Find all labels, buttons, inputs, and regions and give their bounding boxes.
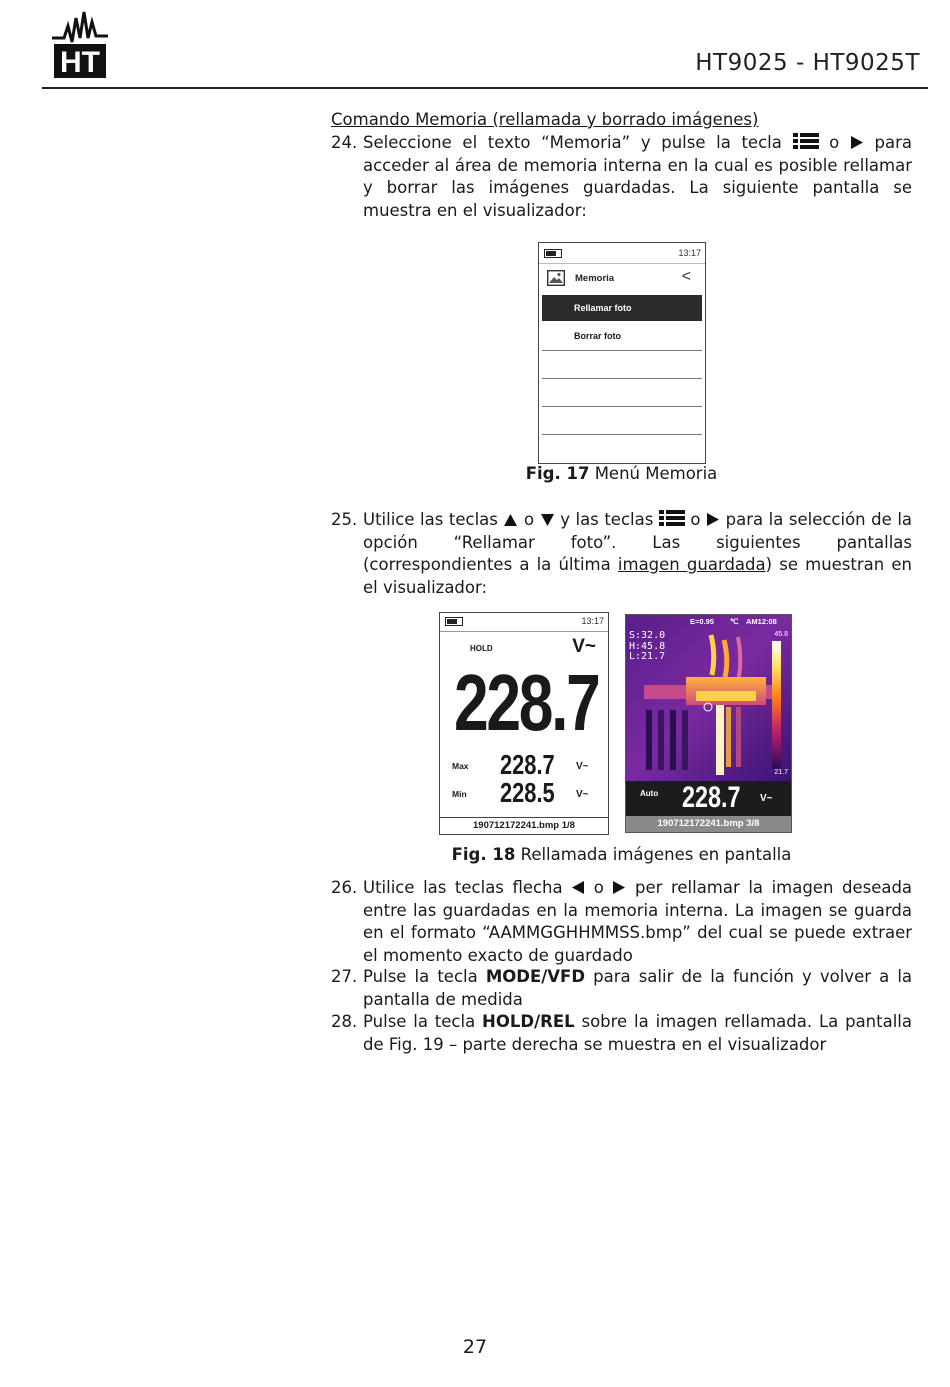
divider	[542, 406, 702, 407]
step-text: Utilice las teclas flecha	[363, 878, 563, 897]
file-name-bar: 190712172241.bmp 1/8	[440, 817, 608, 834]
max-label: Max	[452, 761, 469, 771]
image-icon	[547, 270, 565, 286]
menu-item-delete-photo[interactable]: Borrar foto	[574, 331, 621, 341]
page-number: 27	[462, 1336, 488, 1358]
step-text: Pulse la tecla	[363, 1012, 476, 1031]
step-text: para la selección de la opción “Rellamar foto”. Las siguientes pantallas (correspondientes a la última	[363, 510, 913, 574]
max-unit: V~	[576, 761, 589, 772]
step-text: per rellamar la imagen deseada entre las guardadas en la memoria interna. La imagen se guarda en el formato “AAMMGGHHMMSS.bmp” del cual se puede extraer el momento exacto de guardado	[363, 878, 913, 965]
status-bar	[440, 613, 608, 632]
section-title: Comando Memoria (rellamada y borrado imágenes)	[331, 110, 759, 129]
step-number: 26.	[331, 878, 358, 897]
figure-17-caption: Fig. 17 Menú Memoria	[525, 464, 718, 483]
recalled-thermal-screen	[625, 614, 792, 833]
step-number: 28.	[331, 1012, 358, 1031]
temperature-unit: ℃	[730, 617, 739, 626]
right-arrow-key-icon	[850, 135, 864, 150]
step-text: ) se muestran en el visualizador:	[363, 555, 912, 597]
main-reading: 228.7	[454, 658, 599, 747]
menu-title: Memoria	[575, 273, 615, 284]
hold-indicator: HOLD	[470, 644, 493, 653]
menu-key-icon	[659, 509, 685, 527]
unit-label: V~	[760, 793, 773, 804]
measurement-bar	[626, 781, 791, 816]
recalled-meter-screen	[439, 612, 609, 835]
step-text: Seleccione el texto “Memoria” y pulse la tecla	[363, 133, 782, 152]
step-24	[331, 132, 912, 222]
step-number: 27.	[331, 967, 358, 986]
divider	[542, 434, 702, 435]
step-text: o	[593, 878, 604, 897]
document-title: HT9025 - HT9025T	[695, 50, 920, 76]
key-name: MODE/VFD	[485, 967, 586, 986]
scale-min: 21.7	[774, 769, 788, 776]
step-text: Utilice las teclas	[363, 510, 498, 529]
divider	[542, 350, 702, 351]
ht-logo	[50, 8, 110, 80]
main-reading: 228.7	[682, 781, 741, 814]
status-bar	[539, 243, 705, 264]
battery-icon	[544, 249, 562, 258]
step-27	[331, 966, 912, 1011]
left-arrow-key-icon	[571, 880, 585, 895]
menu-header	[539, 263, 705, 295]
right-arrow-key-icon	[612, 880, 626, 895]
min-value: 228.5	[500, 777, 555, 808]
step-text: para salir de la función y volver a la pantalla de medida	[363, 967, 913, 1009]
step-text-link: imagen guardada	[617, 555, 766, 574]
step-text: sobre la imagen rellamada. La pantalla de Fig. 19 – parte derecha se muestra en el visualizador	[363, 1012, 912, 1054]
back-arrow-icon[interactable]: <	[681, 268, 691, 285]
step-text: para acceder al área de memoria interna en la cual es posible rellamar y borrar las imágenes guardadas. La siguiente pantalla se muestra en el visualizador:	[363, 133, 913, 220]
max-value: 228.7	[500, 749, 555, 780]
logo-text: HT	[60, 46, 100, 79]
clock: 13:17	[581, 616, 604, 626]
step-25	[331, 509, 912, 599]
step-text: o	[690, 510, 701, 529]
min-label: Min	[452, 789, 467, 799]
emissivity-label: E=0.95	[690, 617, 714, 626]
auto-indicator: Auto	[640, 789, 659, 798]
battery-icon	[445, 617, 463, 626]
header-divider	[42, 87, 928, 89]
key-name: HOLD/REL	[482, 1012, 575, 1031]
figure-18-caption: Fig. 18 Rellamada imágenes en pantalla	[451, 845, 792, 864]
memory-menu-screen	[538, 242, 706, 464]
step-text: y las teclas	[560, 510, 654, 529]
up-arrow-key-icon	[503, 513, 518, 527]
right-arrow-key-icon	[706, 512, 720, 527]
step-28	[331, 1011, 912, 1056]
min-unit: V~	[576, 789, 589, 800]
clock: 13:17	[678, 248, 701, 258]
scale-max: 45.8	[774, 631, 788, 638]
thermal-clock: AM12:08	[746, 617, 777, 626]
unit-label: V~	[572, 636, 596, 657]
menu-key-icon	[793, 132, 819, 150]
temperature-stats: S:32.0 H:45.8 L:21.7	[629, 630, 666, 662]
step-number: 25.	[331, 510, 358, 529]
step-text: o	[829, 133, 840, 152]
down-arrow-key-icon	[540, 513, 555, 527]
divider	[542, 378, 702, 379]
menu-item-recall-photo[interactable]: Rellamar foto	[542, 295, 702, 321]
step-number: 24.	[331, 133, 358, 152]
step-text: Pulse la tecla	[363, 967, 478, 986]
file-name-bar: 190712172241.bmp 3/8	[626, 816, 791, 832]
step-text: o	[523, 510, 535, 529]
step-26	[331, 877, 912, 967]
